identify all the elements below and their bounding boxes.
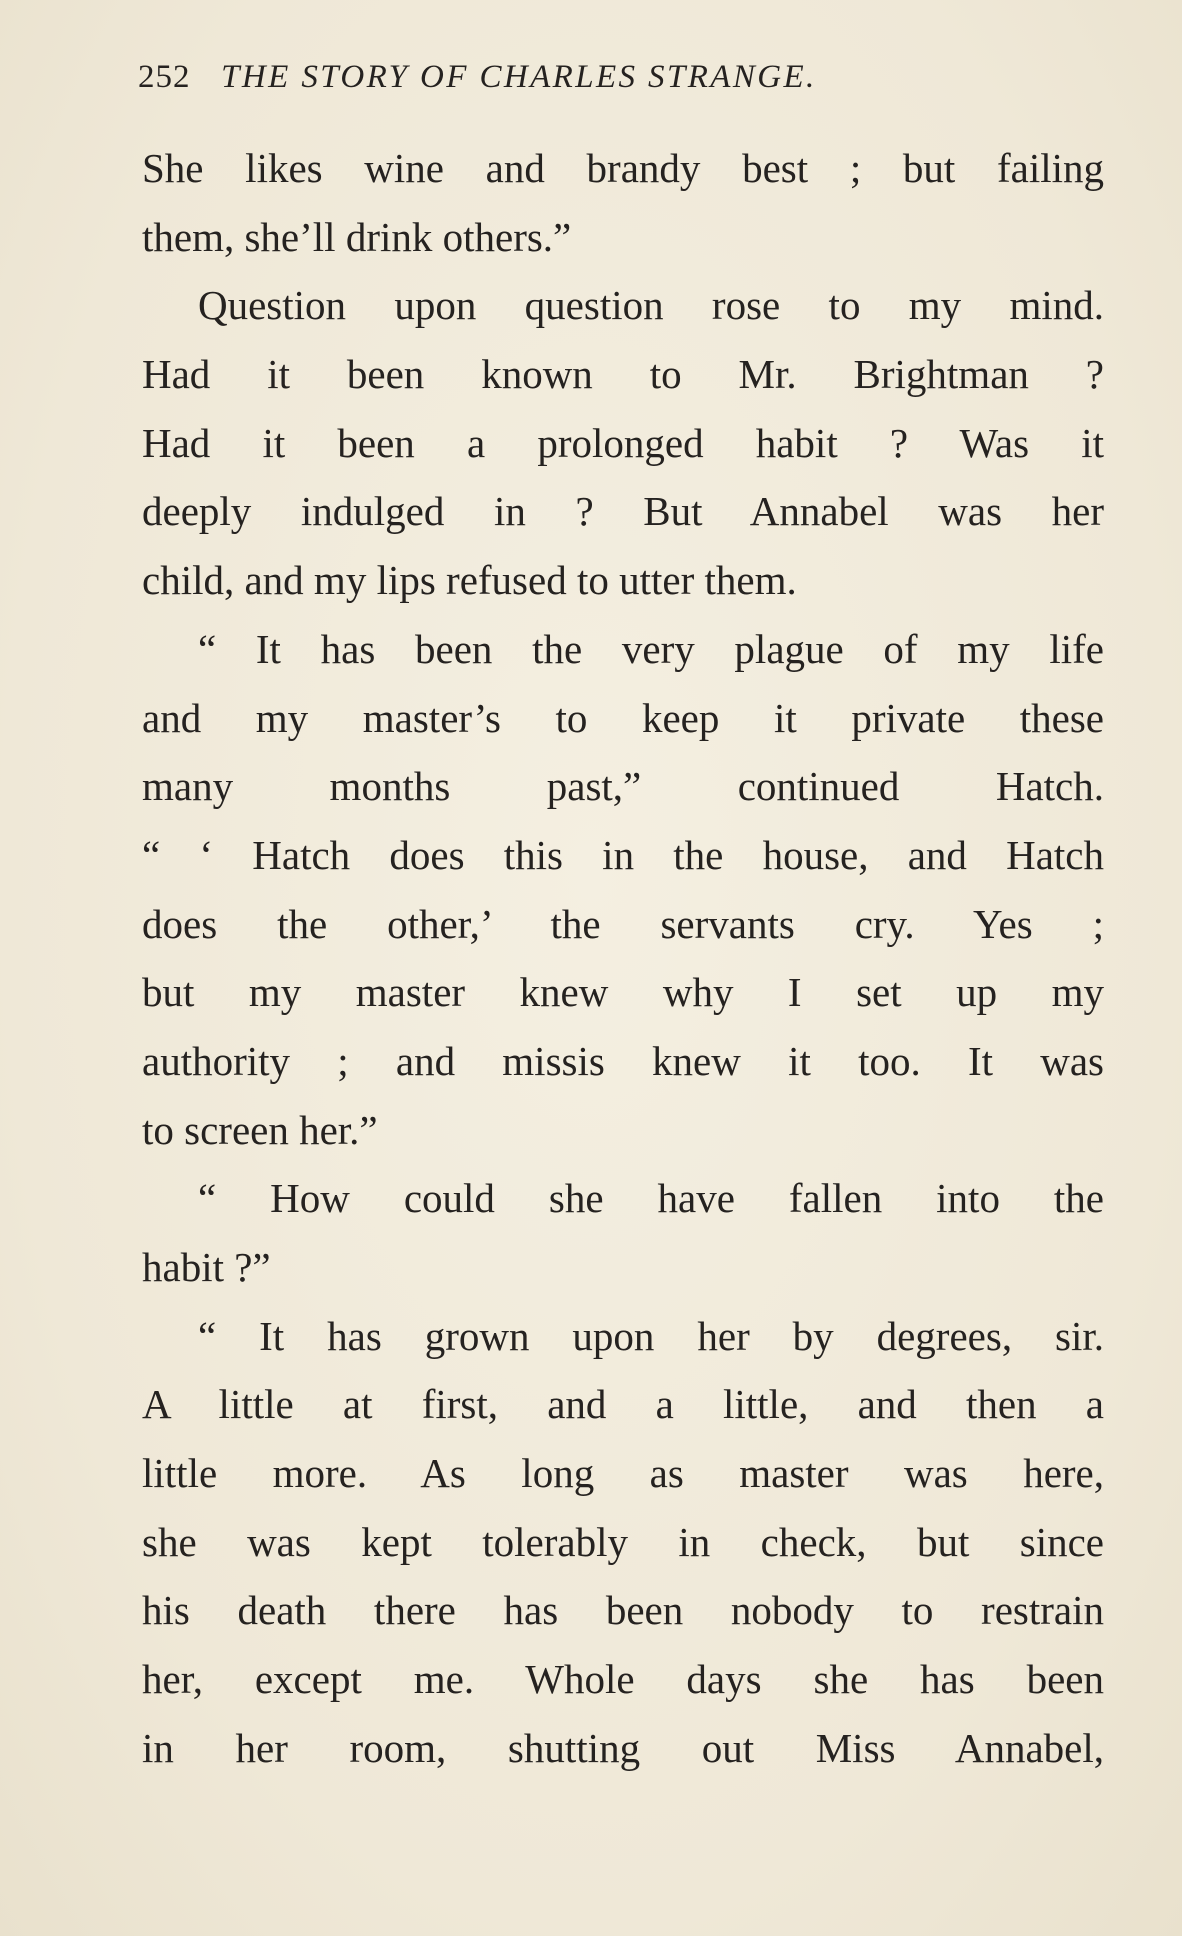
- page-number: 252: [138, 59, 191, 95]
- running-header: [138, 52, 1098, 102]
- text-line: Had it been a prolonged habit ? Was it: [142, 419, 1104, 466]
- text-line: them, she’ll drink others.”: [142, 213, 572, 260]
- text-line: does the other,’ the servants cry. Yes ;: [142, 900, 1104, 947]
- text-line: A little at first, and a little, and then a: [142, 1381, 1104, 1428]
- text-line: “ It has been the very plague of my life: [198, 625, 1104, 672]
- text-line: child, and my lips refused to utter them.: [142, 557, 797, 604]
- text-line: Had it been known to Mr. Brightman ?: [142, 351, 1104, 398]
- text-line: little more. As long as master was here,: [142, 1450, 1104, 1497]
- text-line: to screen her.”: [142, 1106, 378, 1153]
- text-line: many months past,” continued Hatch.: [142, 763, 1104, 810]
- running-title: THE STORY OF CHARLES STRANGE.: [221, 59, 817, 95]
- text-line: she was kept tolerably in check, but since: [142, 1518, 1104, 1565]
- text-line: “ How could she have fallen into the: [198, 1175, 1104, 1222]
- text-line: Question upon question rose to my mind.: [198, 282, 1104, 329]
- text-line: his death there has been nobody to restrain: [142, 1587, 1104, 1634]
- text-line: She likes wine and brandy best ; but failing: [142, 145, 1104, 191]
- text-line: deeply indulged in ? But Annabel was her: [142, 488, 1104, 535]
- text-line: “ It has grown upon her by degrees, sir.: [198, 1312, 1104, 1359]
- text-line: habit ?”: [142, 1244, 271, 1290]
- text-line: authority ; and missis knew it too. It was: [142, 1037, 1104, 1084]
- text-line: in her room, shutting out Miss Annabel,: [142, 1724, 1104, 1771]
- text-line: and my master’s to keep it private these: [142, 694, 1104, 741]
- text-line: her, except me. Whole days she has been: [142, 1656, 1104, 1703]
- text-line: “ ‘ Hatch does this in the house, and Hatch: [142, 831, 1104, 878]
- text-line: but my master knew why I set up my: [142, 969, 1104, 1016]
- body-text: [142, 134, 1104, 1783]
